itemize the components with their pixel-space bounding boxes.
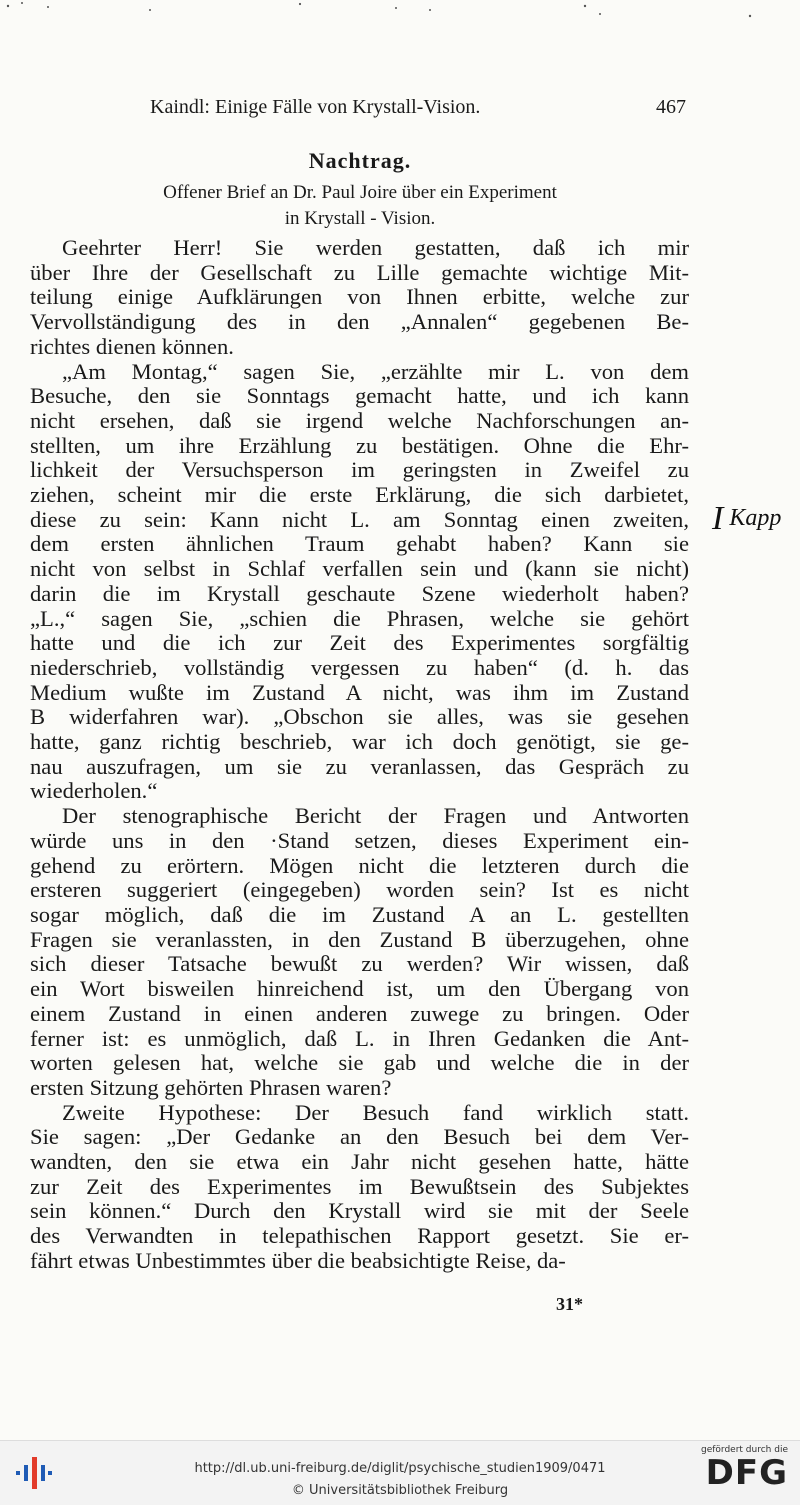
text-line: wandten, den sie etwa ein Jahr nicht gesehen hatte, hätte <box>30 1149 689 1175</box>
text-line: darin die im Krystall geschaute Szene wiederholt haben? <box>30 580 689 606</box>
text-line: Der stenographische Bericht der Fragen und Antworten <box>62 803 689 829</box>
text-line: würde uns in den ·Stand setzen, dieses Experiment ein- <box>30 827 689 853</box>
text-line: nicht von selbst in Schlaf verfallen sein und (kann sie nicht) <box>30 556 689 582</box>
text-line: „L.,“ sagen Sie, „schien die Phrasen, welche sie gehört <box>30 605 689 631</box>
copyright-notice: © Universitätsbibliothek Freiburg <box>291 1483 509 1498</box>
text-line: hatte, ganz richtig beschrieb, war ich doch genötigt, sie ge- <box>30 729 689 755</box>
text-line: diese zu sein: Kann nicht L. am Sonntag einen zweiten, <box>30 506 689 532</box>
page-number: 467 <box>656 96 686 118</box>
text-line: worten gelesen hat, welche sie gab und welche die in der <box>30 1050 689 1076</box>
text-line: ein Wort bisweilen hinreichend ist, um den Übergang von <box>30 976 689 1002</box>
dfg-logo-icon: DFG <box>705 1453 788 1493</box>
text-line: sich dieser Tatsache bewußt zu werden? Wir wissen, daß <box>30 951 689 977</box>
running-head <box>150 96 690 119</box>
text-line: ersten Sitzung gehörten Phrasen waren? <box>30 1074 392 1100</box>
margin-annotation-text: Kapp <box>729 505 782 531</box>
viewer-footer <box>0 1440 800 1505</box>
text-line: „Am Montag,“ sagen Sie, „erzählte mir L. von dem <box>62 358 689 384</box>
text-line: zur Zeit des Experimentes im Bewußtsein des Subjektes <box>30 1173 689 1199</box>
text-line: ersteren suggeriert (eingegeben) worden sein? Ist es nicht <box>30 877 689 903</box>
subtitle-line: Offener Brief an Dr. Paul Joire über ein Experiment <box>163 182 557 203</box>
text-line: niederschrieb, vollständig vergessen zu haben“ (d. h. das <box>30 654 689 680</box>
text-line: gehend zu erörtern. Mögen nicht die letzteren durch die <box>30 852 689 878</box>
text-line: wiederholen.“ <box>30 778 158 804</box>
text-line: teilung einige Aufklärungen von Ihnen erbitte, welche zur <box>30 284 689 310</box>
subtitle-line: in Krystall - Vision. <box>284 208 436 229</box>
funder-caption: gefördert durch die <box>701 1445 788 1455</box>
section-title: Nachtrag. <box>308 148 412 173</box>
text-line: hatte und die ich zur Zeit des Experimentes sorgfältig <box>30 630 689 656</box>
paragraph <box>30 236 689 360</box>
paragraph <box>30 1101 689 1274</box>
text-line: nau auszufragen, um sie zu veranlassen, das Gespräch zu <box>30 753 689 779</box>
text-line: einem Zustand in einen anderen zuwege zu bringen. Oder <box>30 1000 689 1026</box>
text-line: B widerfahren war). „Obschon sie alles, was sie gesehen <box>30 704 689 730</box>
text-line: ziehen, scheint mir die erste Erklärung, die sich darbietet, <box>30 482 689 508</box>
text-line: sogar möglich, daß die im Zustand A an L. gestellten <box>30 901 689 927</box>
text-line: Zweite Hypothese: Der Besuch fand wirklich statt. <box>62 1099 689 1125</box>
text-line: lichkeit der Versuchsperson im geringsten in Zweifel zu <box>30 457 689 483</box>
text-line: Vervollständigung des in den „Annalen“ gegebenen Be- <box>30 309 689 335</box>
text-line: des Verwandten in telepathischen Rapport gesetzt. Sie er- <box>30 1223 689 1249</box>
section-subtitle <box>30 180 690 232</box>
text-line: dem ersten ähnlichen Traum gehabt haben? Kann sie <box>30 531 689 557</box>
text-line: Sie sagen: „Der Gedanke an den Besuch bei dem Ver- <box>30 1124 689 1150</box>
paragraph <box>30 360 689 805</box>
margin-annotation <box>712 500 781 538</box>
text-line: Geehrter Herr! Sie werden gestatten, daß ich mir <box>62 235 689 260</box>
text-line: fährt etwas Unbestimmtes über die beabsichtigte Reise, da- <box>30 1247 566 1273</box>
heading-block <box>30 148 690 232</box>
text-line: nicht ersehen, daß sie irgend welche Nachforschungen an- <box>30 407 689 433</box>
scan-edge-noise <box>0 0 800 30</box>
text-line: sein können.“ Durch den Krystall wird sie mit der Seele <box>30 1198 689 1224</box>
text-line: ferner ist: es unmöglich, daß L. in Ihren Gedanken die Ant- <box>30 1025 689 1051</box>
funder-logo <box>688 1445 788 1491</box>
paragraph <box>30 804 689 1100</box>
document-url[interactable]: http://dl.ub.uni-freiburg.de/diglit/psychische_studien1909/0471 <box>194 1461 606 1476</box>
text-line: Besuche, den sie Sonntags gemacht hatte, und ich kann <box>30 383 689 409</box>
text-line: stellten, um ihre Erzählung zu bestätigen. Ohne die Ehr- <box>30 432 689 458</box>
body-text <box>30 236 689 1274</box>
text-line: richtes dienen können. <box>30 333 234 359</box>
text-line: Medium wußte im Zustand A nicht, was ihm im Zustand <box>30 679 689 705</box>
margin-annotation-mark: I <box>712 500 724 537</box>
text-line: Fragen sie veranlassten, in den Zustand B überzugehen, ohne <box>30 926 689 952</box>
running-title: Kaindl: Einige Fälle von Krystall-Vision. <box>150 96 481 118</box>
signature-mark: 31* <box>556 1294 583 1314</box>
text-line: über Ihre der Gesellschaft zu Lille gemachte wichtige Mit- <box>30 259 689 285</box>
